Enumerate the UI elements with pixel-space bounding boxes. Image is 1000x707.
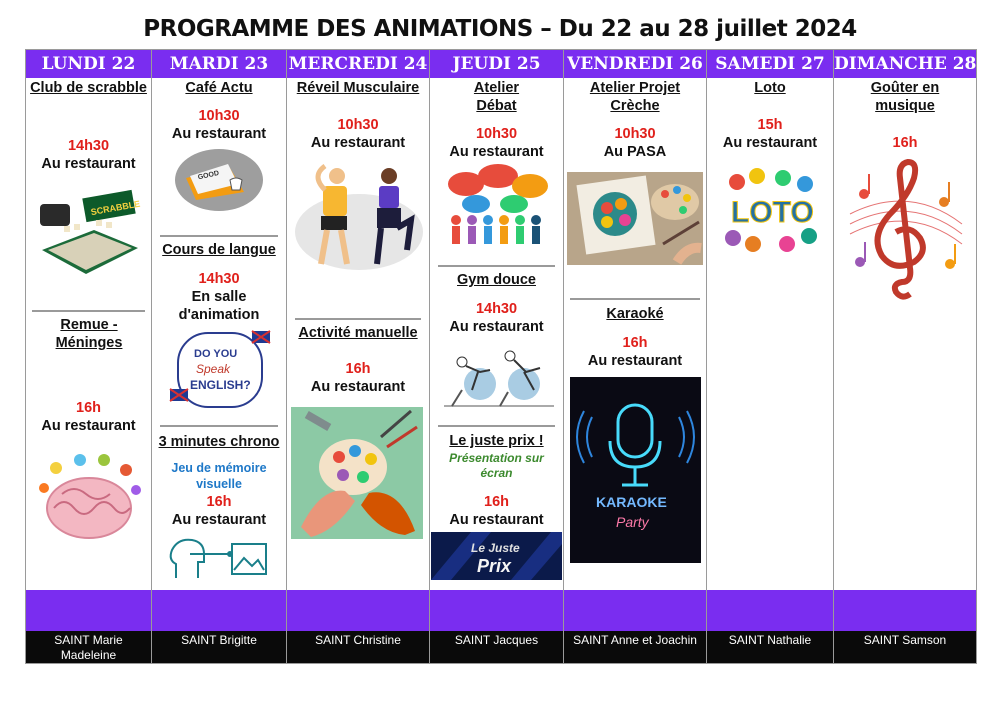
event-place: Au restaurant — [171, 512, 267, 528]
day-column-lundi — [26, 50, 152, 663]
event-place: Au restaurant — [41, 156, 136, 172]
event-time: 16h — [206, 494, 232, 510]
event-time: 16h — [892, 135, 918, 151]
memory-game-image — [166, 534, 270, 582]
event-time: 15h — [757, 117, 783, 133]
saint-of-day: SAINT Anne et Joachin — [564, 631, 706, 663]
svg-text:LOTO: LOTO — [731, 196, 814, 229]
event-time: 14h30 — [67, 138, 110, 154]
event-time: 16h — [76, 400, 101, 416]
event-name: Réveil Musculaire — [296, 80, 420, 96]
day-column-mardi — [152, 50, 287, 663]
event-place: En salle d'animation — [178, 289, 260, 323]
event-time: 14h30 — [198, 271, 240, 287]
newspaper-coffee-image — [174, 148, 264, 212]
saint-of-day: SAINT Christine — [287, 631, 429, 663]
event-place: Au restaurant — [310, 135, 406, 151]
event-name: Cours de langue — [162, 242, 276, 258]
brain-image — [34, 450, 144, 545]
day-column-mercredi — [287, 50, 430, 663]
day-header: VENDREDI 26 — [564, 50, 706, 78]
event-place: Au restaurant — [722, 135, 818, 151]
event-time: 16h — [622, 335, 648, 351]
debate-bubbles-image — [444, 162, 550, 246]
saint-of-day: SAINT Marie Madeleine — [26, 631, 151, 663]
event-name: Loto — [754, 80, 786, 96]
day-header: SAMEDI 27 — [707, 50, 833, 78]
saint-of-day: SAINT Brigitte — [152, 631, 286, 663]
gym-ball-image — [440, 340, 558, 410]
event-name: Club de scrabble — [30, 80, 147, 96]
event-name: Remue - Méninges — [55, 317, 123, 351]
loto-balls-image — [723, 168, 819, 254]
treble-clef-music-image — [840, 154, 970, 304]
event-subtitle: Présentation sur écran — [449, 451, 544, 480]
event-time: 10h30 — [337, 117, 379, 133]
event-place: Au restaurant — [310, 379, 406, 395]
svg-text:Le Juste: Le Juste — [471, 541, 520, 555]
day-column-vendredi — [564, 50, 707, 663]
day-header: JEUDI 25 — [430, 50, 563, 78]
juste-prix-logo-image — [431, 532, 562, 580]
svg-text:SCRABBLE: SCRABBLE — [89, 198, 141, 218]
event-time: 14h30 — [475, 301, 518, 317]
event-place: Au restaurant — [41, 418, 136, 434]
event-name: Gym douce — [457, 272, 536, 288]
saint-of-day: SAINT Jacques — [430, 631, 563, 663]
event-name: Activité manuelle — [298, 325, 418, 341]
svg-text:GOOD: GOOD — [197, 169, 220, 182]
svg-text:DO YOU: DO YOU — [194, 348, 238, 360]
svg-text:Speak: Speak — [196, 362, 231, 376]
event-time: 16h — [345, 361, 371, 377]
day-header: LUNDI 22 — [26, 50, 151, 78]
event-place: Au restaurant — [449, 512, 544, 528]
svg-text:Party: Party — [616, 514, 649, 530]
event-place: Au restaurant — [171, 126, 267, 142]
day-header: MERCREDI 24 — [287, 50, 429, 78]
page-title: PROGRAMME DES ANIMATIONS – Du 22 au 28 juillet 2024 — [143, 16, 857, 42]
svg-text:KARAOKE: KARAOKE — [596, 494, 667, 510]
event-name: Goûter en musique — [870, 80, 940, 114]
event-subtitle: Jeu de mémoire visuelle — [171, 461, 267, 491]
event-place: Au restaurant — [587, 353, 683, 369]
day-header: MARDI 23 — [152, 50, 286, 78]
painting-hands-image — [291, 407, 423, 539]
do-you-speak-english-image — [168, 327, 272, 413]
event-time: 10h30 — [198, 108, 240, 124]
paint-palette-image — [567, 172, 703, 265]
event-place: Au restaurant — [449, 144, 544, 160]
saint-of-day: SAINT Nathalie — [707, 631, 833, 663]
event-time: 16h — [484, 494, 509, 510]
event-name: 3 minutes chrono — [158, 434, 280, 450]
event-name: Café Actu — [185, 80, 253, 96]
day-column-dimanche — [834, 50, 976, 663]
karaoke-microphone-image — [570, 377, 701, 563]
svg-text:Prix: Prix — [477, 556, 512, 576]
event-place: Au PASA — [603, 144, 667, 160]
schedule-grid — [25, 49, 977, 664]
day-column-samedi — [707, 50, 834, 663]
event-name: Le juste prix ! — [449, 433, 544, 449]
event-place: Au restaurant — [449, 319, 544, 335]
stretching-image — [293, 162, 425, 272]
saint-of-day: SAINT Samson — [834, 631, 976, 663]
event-time: 10h30 — [614, 126, 656, 142]
scrabble-image — [34, 180, 142, 280]
event-time: 10h30 — [475, 126, 518, 142]
event-name: Atelier Projet Crèche — [589, 80, 681, 114]
day-header: DIMANCHE 28 — [834, 50, 976, 78]
svg-text:ENGLISH?: ENGLISH? — [190, 378, 251, 392]
event-name: Atelier Débat — [473, 80, 520, 114]
event-name: Karaoké — [606, 306, 664, 322]
day-column-jeudi — [430, 50, 564, 663]
